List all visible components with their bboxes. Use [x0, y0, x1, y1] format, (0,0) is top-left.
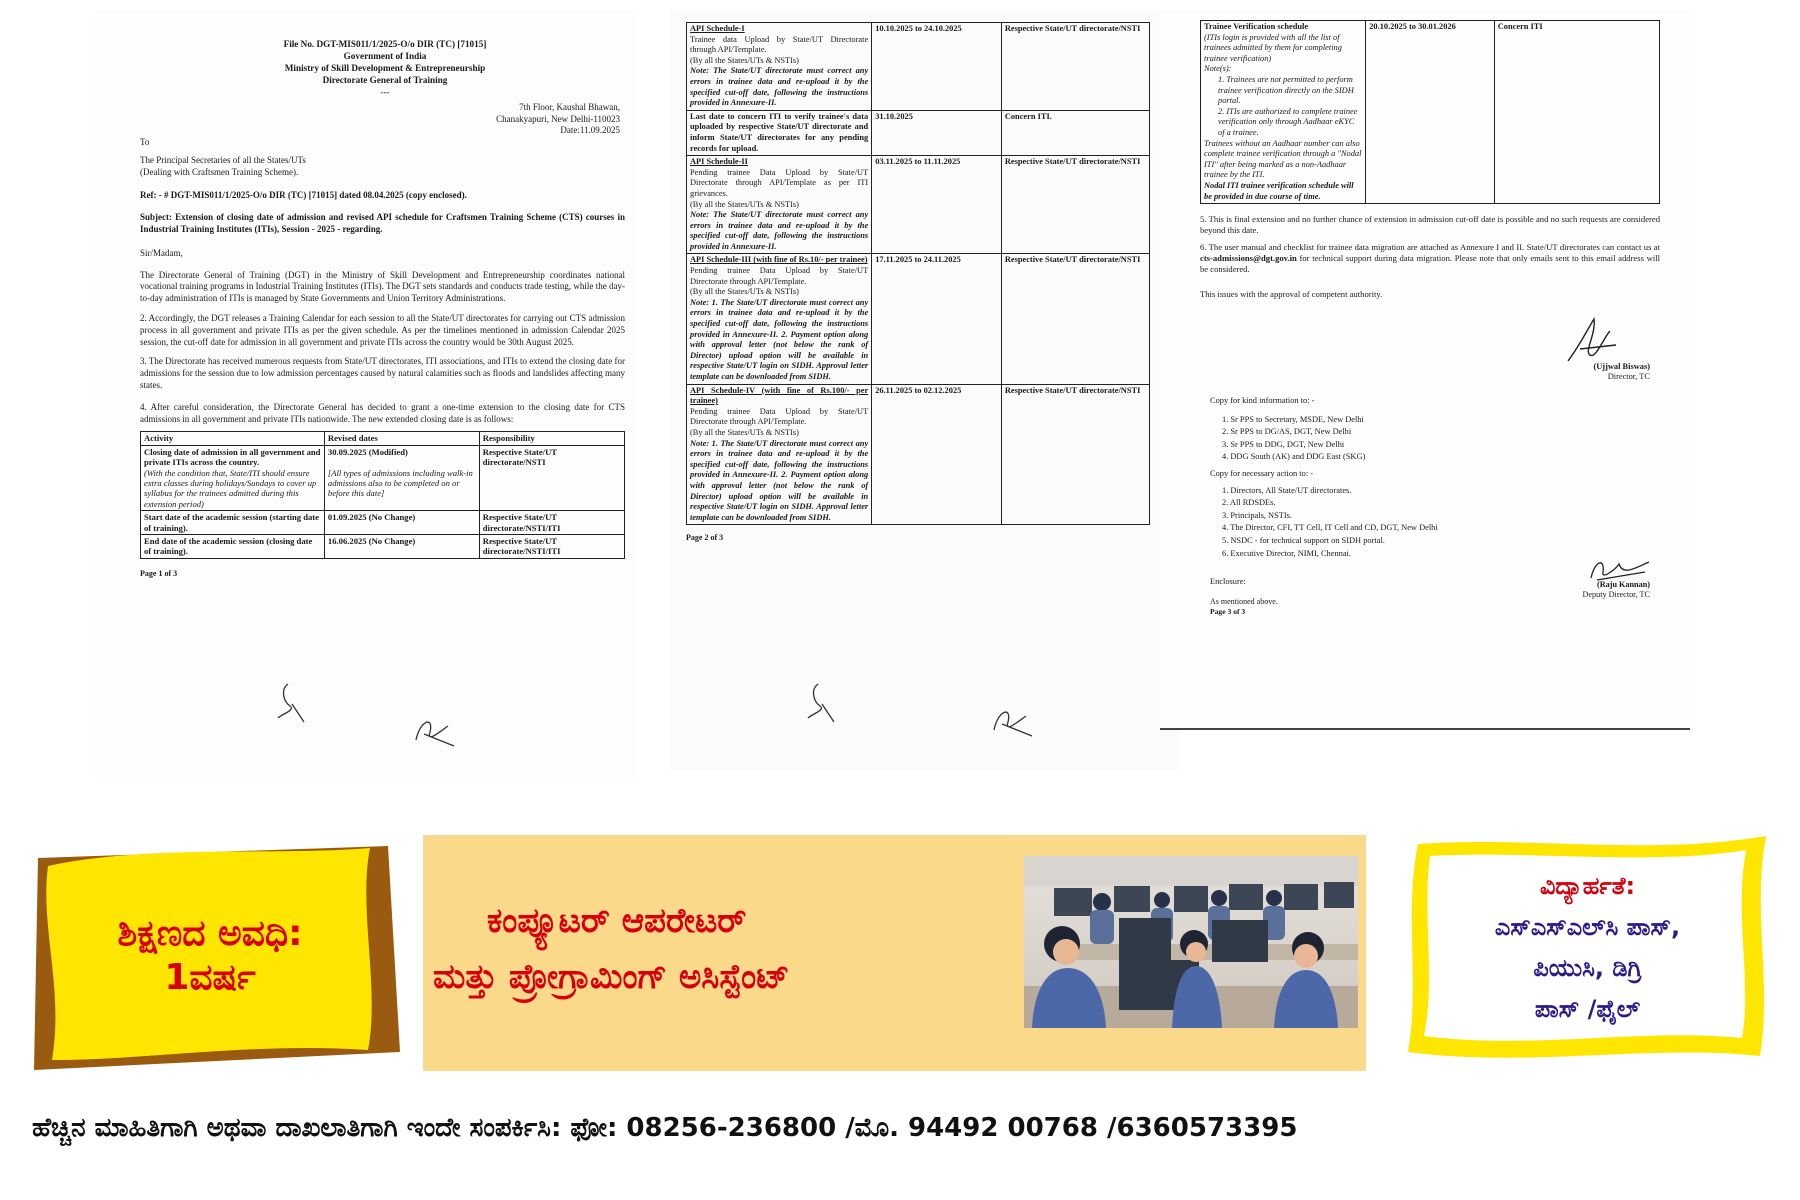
course-title-line-2: ಮತ್ತು ಪ್ರೋಗ್ರಾಮಿಂಗ್ ಅಸಿಸ್ಟೆಂಟ್ — [433, 957, 790, 997]
page-number: Page 1 of 3 — [140, 568, 178, 578]
table-cell: Trainee Verification schedule — [1204, 22, 1309, 31]
table-cell: Respective State/UT directorate/NSTI/ITI — [479, 511, 624, 535]
schedule-note: Note: 1. The State/UT directorate must correct any errors in trainee data and re-upload it by the specified cut-off date, following the instructions provided in Annexure-II. 2. Payment option along with approval letter (not below the rank of Director) upload option will be available in respective State/UT login on SIDH. Approval letter template can be downloaded from SIDH. — [690, 297, 869, 381]
list-item: 4. DDG South (AK) and DDG East (SKG) — [1222, 452, 1366, 462]
point-5: 5. This is final extension and no further chance of extension in admission cut-off date is possible and no such requests are considered beyond this date. — [1200, 214, 1660, 236]
schedule-body: Pending trainee Data Upload by State/UT Directorate through API/Template. — [690, 266, 869, 286]
signatory-2-name: (Raju Kannan) — [1596, 580, 1650, 589]
paragraph-2: 2. Accordingly, the DGT releases a Training Calendar for each session to all the State/UT directorates for carrying out CTS admission process in all government and private ITIs as per the given schedule. As per the timelines mentioned in admission Calendar 2025 session, the cut-off date for admission in all government and private ITIs across the country would be 30th August 2025. — [140, 312, 625, 347]
document-page-3 — [1160, 10, 1690, 730]
schedule-activity-cell — [687, 156, 872, 254]
table-cell: 1. Trainees are not permitted to perform trainee verification directly on the SIDH portal. — [1218, 74, 1354, 106]
enclosure-value: As mentioned above. — [1210, 596, 1278, 606]
copy-action-heading: Copy for necessary action to: - — [1210, 468, 1314, 478]
table-row — [687, 254, 1150, 384]
reference-line: Ref: - # DGT-MIS011/1/2025-O/o DIR (TC) [71015] dated 08.04.2025 (copy enclosed). — [140, 190, 467, 201]
course-title-line-1: ಕಂಪ್ಯೂಟರ್ ಆಪರೇಟರ್ — [487, 901, 747, 941]
page-number: Page 3 of 3 — [1210, 606, 1246, 616]
list-item: 1. Sr PPS to Secretary, MSDE, New Delhi — [1222, 414, 1364, 424]
table-cell: Concern ITI — [1494, 21, 1659, 204]
initials-signature-icon — [270, 680, 310, 725]
table-cell: 01.09.2025 (No Change) — [324, 511, 479, 535]
address-line-2: Chanakyapuri, New Delhi-110023 — [496, 113, 620, 124]
list-item: 5. NSDC - for technical support on SIDH portal. — [1222, 535, 1385, 545]
table-header: Revised dates — [324, 432, 479, 445]
document-page-1 — [95, 10, 635, 780]
table-row — [687, 384, 1150, 525]
list-item: 4. The Director, CFI, TT Cell, IT Cell and CD, DGT, New Delhi — [1222, 523, 1438, 533]
schedule-activity-cell — [687, 23, 872, 111]
extension-table — [140, 431, 625, 558]
table-row — [141, 445, 625, 510]
schedule-date-cell: 10.10.2025 to 24.10.2025 — [872, 23, 1002, 111]
table-row — [687, 23, 1150, 111]
signatory-1-title: Director, TC — [1607, 372, 1650, 381]
initials-signature-icon — [410, 710, 460, 750]
header-dashes: --- — [380, 87, 390, 97]
table-cell: Closing date of admission in all government and private ITIs across the country. — [144, 446, 321, 468]
letter-date: Date:11.09.2025 — [560, 125, 620, 135]
schedule-note: Note: The State/UT directorate must correct any errors in trainee data and re-upload it by the specified cut-off date, following the instructions provided in Annexure-II. — [690, 210, 869, 251]
table-cell: 30.09.2025 (Modified) — [327, 446, 408, 457]
schedule-title: API Schedule-III (with fine of Rs.10/- per trainee) — [690, 255, 868, 265]
duration-value: 1ವರ್ಷ — [164, 957, 256, 998]
schedule-date-cell: 26.11.2025 to 02.12.2025 — [872, 384, 1002, 525]
paragraph-1: The Directorate General of Training (DGT) in the Ministry of Skill Development and Entrepreneurship coordinates national vocational training programs in Industrial Training Institutes (ITIs). The DGT sets standards and conducts trade testing, while the day-to-day administration of ITIs is managed by State Governments and Union Territory Administrations. — [140, 269, 625, 304]
schedule-responsibility-cell: Respective State/UT directorate/NSTI — [1001, 384, 1149, 525]
initials-signature-icon — [800, 680, 840, 725]
directorate-line: Directorate General of Training — [322, 75, 448, 85]
qualification-text — [1420, 866, 1755, 1030]
copy-info-heading: Copy for kind information to: - — [1210, 396, 1315, 405]
government-line: Government of India — [343, 51, 427, 61]
table-cell: Note(s): — [1204, 64, 1232, 74]
qualification-line: ಪಾಸ್ /ಫೈಲ್ — [1534, 995, 1641, 1023]
document-page-2 — [670, 10, 1180, 770]
qualification-line: ಎಸ್‌ಎಸ್‌ಎಲ್‌ಸಿ ಪಾಸ್, — [1494, 913, 1681, 941]
schedule-responsibility-cell: Respective State/UT directorate/NSTI — [1001, 156, 1149, 254]
file-number: File No. DGT-MIS011/1/2025-O/o DIR (TC) [71015] — [283, 39, 487, 49]
schedule-title: API Schedule-II — [690, 157, 748, 167]
recipient-line-2: (Dealing with Craftsmen Training Scheme). — [140, 166, 299, 177]
enclosure-label: Enclosure: — [1210, 577, 1246, 587]
table-header: Responsibility — [479, 432, 624, 445]
schedule-responsibility-cell: Concern ITI. — [1001, 110, 1149, 155]
schedule-body: Last date to concern ITI to verify trainee's data uploaded by respective State/UT directorate and inform State/UT directorates for any pending records for upload. — [690, 111, 869, 153]
classroom-photo — [1024, 856, 1358, 1028]
to-label: To — [140, 137, 150, 147]
schedule-body: Trainee data Upload by State/UT Directorate through API/Template. — [690, 34, 869, 55]
list-item: 1. Directors, All State/UT directorates. — [1222, 485, 1352, 495]
schedule-responsibility-cell: Respective State/UT directorate/NSTI — [1001, 23, 1149, 111]
table-cell: 16.06.2025 (No Change) — [324, 535, 479, 559]
point-6-text: 6. The user manual and checklist for trainee data migration are attached as Annexure I and II. State/UT directorates can contact us at — [1200, 242, 1660, 253]
signatory-1-name: (Ujjwal Biswas) — [1593, 362, 1650, 371]
signatory-2-title: Deputy Director, TC — [1582, 590, 1650, 599]
table-row — [687, 156, 1150, 254]
schedule-note: Note: 1. The State/UT directorate must correct any errors in trainee data and re-upload it by the specified cut-off date, following the instructions provided in Annexure-II. 2. Payment option along with approval letter (not below the rank of Director) upload option will be available in respective State/UT login on SIDH. Approval letter template can be downloaded from SIDH. — [690, 438, 869, 522]
page-bottom-edge — [1160, 728, 1690, 730]
list-item: 2. Sr PPS to DG/AS, DGT, New Delhi — [1222, 427, 1352, 437]
schedule-scope: (By all the States/UTs & NSTIs) — [690, 199, 799, 209]
schedule-body: Pending trainee Data Upload by State/UT Directorate through API/Template as per ITI grievances. — [690, 167, 869, 198]
table-cell: (ITIs login is provided with all the list of trainees admitted by them for completing trainee verification) — [1204, 32, 1342, 63]
schedule-scope: (By all the States/UTs & NSTIs) — [690, 287, 799, 297]
schedule-activity-cell — [687, 254, 872, 384]
table-cell: 2. ITIs are authorized to complete trainee verification only through Aadhaar eKYC of a trainee. — [1218, 106, 1358, 137]
qualification-line: ಪಿಯುಸಿ, ಡಿಗ್ರಿ — [1533, 954, 1642, 982]
trainee-verification-table — [1200, 20, 1660, 204]
paragraph-4: 4. After careful consideration, the Directorate General has decided to grant a one-time extension to the closing date for CTS admissions in all government and private ITIs nationwide. The new extended closing date is as follows: — [140, 401, 625, 424]
address-line-1: 7th Floor, Kaushal Bhawan, — [519, 102, 620, 112]
table-row — [141, 511, 625, 535]
subject-line: Subject: Extension of closing date of admission and revised API schedule for Craftsmen Training Scheme (CTS) courses in Industrial Training Institutes (ITIs), Session - 2025 - regarding. — [140, 212, 625, 234]
course-title — [425, 893, 1025, 1005]
paragraph-3: 3. The Directorate has received numerous requests from State/UT directorates, ITI associations, and ITIs to extend the closing date for admissions for the session due to low admission percentages caused by natural calamities such as floods and landslides affecting many states. — [140, 356, 625, 390]
schedule-title: API Schedule-I — [690, 24, 745, 33]
list-item: 2. All RDSDEs. — [1222, 498, 1276, 508]
table-cell: 20.10.2025 to 30.01.2026 — [1366, 21, 1495, 204]
schedule-note: Note: The State/UT directorate must correct any errors in trainee data and re-upload it by the specified cut-off date, following the instructions provided in Annexure-II. — [690, 66, 869, 108]
table-header: Activity — [141, 432, 325, 445]
contact-line: ಹೆಚ್ಚಿನ ಮಾಹಿತಿಗಾಗಿ ಅಥವಾ ದಾಖಲಾತಿಗಾಗಿ ಇಂದೇ ಸಂಪರ್ಕಿಸಿ: ಫೋ: 08256-236800 /ಮೊ. 94492 00768 /6360573395 — [32, 1113, 1298, 1143]
api-schedule-table — [686, 22, 1150, 525]
recipient-line-1: The Principal Secretaries of all the States/UTs — [140, 154, 306, 165]
schedule-scope: (By all the States/UTs & NSTIs) — [690, 55, 799, 65]
point-6-text: for technical support during data migration. Please note that only emails sent to this email address will be considered. — [1200, 253, 1660, 275]
page-number: Page 2 of 3 — [686, 533, 724, 543]
duration-text — [60, 912, 360, 1000]
contact-email-link[interactable]: cts-admissions@dgt.gov.in — [1200, 253, 1297, 264]
table-cell: Trainees without an Aadhaar number can also complete trainee verification through a "Nodal ITI" after being marked as a non-Aadhaar trainee by the ITI. — [1204, 138, 1362, 180]
table-cell: Respective State/UT directorate/NSTI/ITI — [479, 535, 624, 559]
salutation: Sir/Madam, — [140, 247, 183, 258]
schedule-responsibility-cell: Respective State/UT directorate/NSTI — [1001, 254, 1149, 384]
schedule-scope: (By all the States/UTs & NSTIs) — [690, 427, 799, 437]
list-item: 6. Executive Director, NIMI, Chennai. — [1222, 548, 1351, 558]
initials-signature-icon — [988, 700, 1038, 740]
schedule-date-cell: 17.11.2025 to 24.11.2025 — [872, 254, 1002, 384]
table-row — [1201, 21, 1660, 204]
duration-label: ಶಿಕ್ಷಣದ ಅವಧಿ: — [117, 913, 303, 954]
schedule-activity-cell — [687, 384, 872, 525]
schedule-activity-cell — [687, 110, 872, 155]
table-row — [687, 110, 1150, 155]
schedule-title: API Schedule-IV (with fine of Rs.100/- per trainee) — [690, 385, 869, 406]
list-item: 3. Principals, NSTIs. — [1222, 510, 1293, 520]
ministry-line: Ministry of Skill Development & Entrepreneurship — [284, 63, 486, 73]
schedule-body: Pending trainee Data Upload by State/UT Directorate through API/Template. — [690, 406, 869, 427]
table-cell-note: [All types of admissions including walk-in admissions also to be completed on or before this date] — [327, 467, 473, 499]
schedule-date-cell: 31.10.2025 — [872, 110, 1002, 155]
table-cell-note: (With the condition that, State/ITI should ensure extra classes during holidays/Sundays to cover up syllabus for the trainees admitted during this extension period) — [144, 467, 317, 509]
table-cell: Start date of the academic session (starting date of training). — [141, 511, 325, 535]
table-row — [141, 535, 625, 559]
list-item: 3. Sr PPS to DDG, DGT, New Delhi — [1222, 439, 1345, 449]
qualification-label: ವಿದ್ಯಾರ್ಹತೆ: — [1539, 872, 1636, 900]
table-cell: Nodal ITI trainee verification schedule will be provided in due course of time. — [1204, 180, 1354, 201]
schedule-date-cell: 03.11.2025 to 11.11.2025 — [872, 156, 1002, 254]
point-6 — [1200, 242, 1660, 275]
table-cell: End date of the academic session (closing date of training). — [141, 535, 325, 559]
approval-line: This issues with the approval of competent authority. — [1200, 289, 1383, 300]
table-cell: Respective State/UT directorate/NSTI — [479, 445, 624, 510]
